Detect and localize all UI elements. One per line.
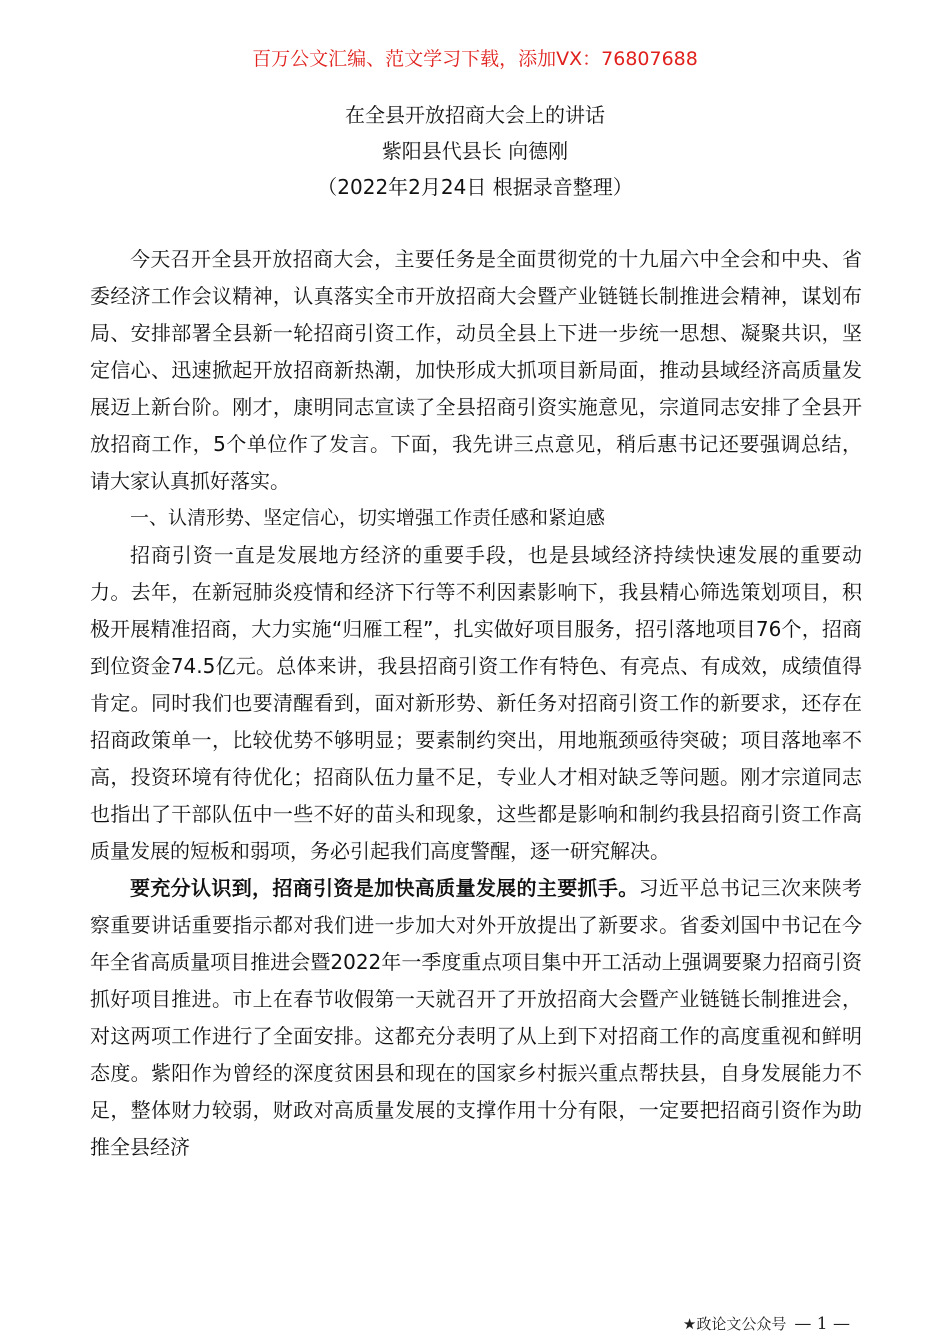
footer-source: ★政论文公众号 bbox=[682, 1315, 787, 1333]
body-text bbox=[90, 241, 862, 1166]
page-number: — 1 — bbox=[794, 1314, 850, 1334]
paragraph-intro: 今天召开全县开放招商大会，主要任务是全面贯彻党的十九届六中全会和中央、省委经济工作会议精神，认真落实全市开放招商大会暨产业链链长制推进会精神，谋划布局、安排部署全县新一轮招商引资工作，动员全县上下进一步统一思想、凝聚共识，坚定信心、迅速掀起开放招商新热潮，加快形成大抓项目新局面，推动县域经济高质量发展迈上新台阶。刚才，康明同志宣读了全县招商引资实施意见，宗道同志安排了全县开放招商工作，5个单位作了发言。下面，我先讲三点意见，稍后惠书记还要强调总结，请大家认真抓好落实。 bbox=[90, 247, 862, 493]
paragraph-situation: 招商引资一直是发展地方经济的重要手段，也是县域经济持续快速发展的重要动力。去年，在新冠肺炎疫情和经济下行等不利因素影响下，我县精心筛选策划项目，积极开展精准招商，大力实施“归雁工程”，扎实做好项目服务，招引落地项目76个，招商到位资金74.5亿元。总体来讲，我县招商引资工作有特色、有亮点、有成效，成绩值得肯定。同时我们也要清醒看到，面对新形势、新任务对招商引资工作的新要求，还存在招商政策单一，比较优势不够明显；要素制约突出，用地瓶颈亟待突破；项目落地率不高，投资环境有待优化；招商队伍力量不足，专业人才相对缺乏等问题。刚才宗道同志也指出了干部队伍中一些不好的苗头和现象，这些都是影响和制约我县招商引资工作高质量发展的短板和弱项，务必引起我们高度警醒，逐一研究解决。 bbox=[90, 543, 862, 863]
title-block bbox=[0, 97, 950, 205]
date-line: （2022年2月24日 根据录音整理） bbox=[317, 175, 633, 199]
speech-title: 在全县开放招商大会上的讲话 bbox=[345, 103, 605, 127]
speaker-line: 紫阳县代县长 向德刚 bbox=[381, 139, 569, 163]
paragraph-recognition bbox=[90, 870, 862, 1166]
paragraph-recognition-text: 习近平总书记三次来陕考察重要讲话重要指示都对我们进一步加大对外开放提出了新要求。省委刘国中书记在今年全省高质量项目推进会暨2022年一季度重点项目集中开工活动上强调要聚力招商引资抓好项目推进。市上在春节收假第一天就召开了开放招商大会暨产业链链长制推进会，对这两项工作进行了全面安排。这都充分表明了从上到下对招商工作的高度重视和鲜明态度。紫阳作为曾经的深度贫困县和现在的国家乡村振兴重点帮扶县，自身发展能力不足，整体财力较弱，财政对高质量发展的支撑作用十分有限，一定要把招商引资作为助推全县经济 bbox=[90, 876, 863, 1159]
header-banner: 百万公文汇编、范文学习下载，添加VX：76807688 bbox=[252, 48, 698, 70]
paragraph-lead-bold: 要充分认识到，招商引资是加快高质量发展的主要抓手。 bbox=[130, 876, 639, 900]
section-heading: 一、认清形势、坚定信心，切实增强工作责任感和紧迫感 bbox=[130, 507, 606, 529]
page-footer bbox=[683, 1312, 850, 1336]
